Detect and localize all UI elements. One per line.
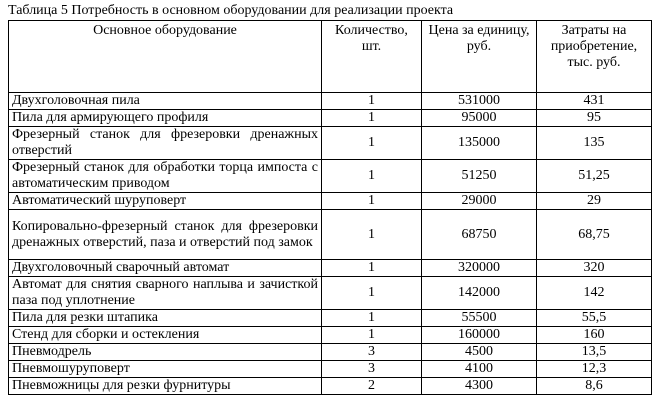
table-row xyxy=(9,344,652,361)
cell-equipment: Автоматический шуруповерт xyxy=(9,193,322,210)
table-row xyxy=(9,277,652,310)
table-row xyxy=(9,160,652,193)
table-caption: Таблица 5 Потребность в основном оборудовании для реализации проекта xyxy=(8,3,454,18)
cell-quantity: 1 xyxy=(322,260,422,277)
cell-unit-price: 68750 xyxy=(422,210,537,260)
header-quantity: Количество, шт. xyxy=(322,21,422,93)
cell-cost: 431 xyxy=(537,93,652,110)
cell-unit-price: 4100 xyxy=(422,361,537,378)
cell-quantity: 1 xyxy=(322,327,422,344)
cell-unit-price: 135000 xyxy=(422,127,537,160)
cell-unit-price: 160000 xyxy=(422,327,537,344)
cell-cost: 12,3 xyxy=(537,361,652,378)
cell-unit-price: 51250 xyxy=(422,160,537,193)
cell-equipment: Копировально-фрезерный станок для фрезеровки дренажных отверстий, паза и отверстий под замок xyxy=(9,210,322,260)
table-row xyxy=(9,110,652,127)
table-row xyxy=(9,361,652,378)
cell-equipment: Фрезерный станок для фрезеровки дренажных отверстий xyxy=(9,127,322,160)
header-cost: Затраты на приобретение, тыс. руб. xyxy=(537,21,652,93)
cell-quantity: 1 xyxy=(322,310,422,327)
equipment-table xyxy=(8,20,652,395)
header-equipment: Основное оборудование xyxy=(9,21,322,93)
header-unit-price: Цена за единицу, руб. xyxy=(422,21,537,93)
cell-quantity: 3 xyxy=(322,361,422,378)
cell-equipment: Двухголовочная пила xyxy=(9,93,322,110)
cell-equipment: Фрезерный станок для обработки торца импоста с автоматическим приводом xyxy=(9,160,322,193)
cell-equipment: Двухголовочный сварочный автомат xyxy=(9,260,322,277)
cell-quantity: 1 xyxy=(322,93,422,110)
cell-cost: 13,5 xyxy=(537,344,652,361)
cell-quantity: 1 xyxy=(322,193,422,210)
cell-cost: 51,25 xyxy=(537,160,652,193)
cell-equipment: Стенд для сборки и остекления xyxy=(9,327,322,344)
cell-unit-price: 142000 xyxy=(422,277,537,310)
cell-quantity: 1 xyxy=(322,277,422,310)
table-row xyxy=(9,378,652,395)
cell-cost: 95 xyxy=(537,110,652,127)
table-row xyxy=(9,310,652,327)
table-row xyxy=(9,327,652,344)
cell-cost: 68,75 xyxy=(537,210,652,260)
cell-quantity: 2 xyxy=(322,378,422,395)
table-row xyxy=(9,260,652,277)
header-row xyxy=(9,21,652,93)
cell-quantity: 3 xyxy=(322,344,422,361)
cell-quantity: 1 xyxy=(322,160,422,193)
table-row xyxy=(9,210,652,260)
table-row xyxy=(9,193,652,210)
cell-unit-price: 320000 xyxy=(422,260,537,277)
cell-unit-price: 4500 xyxy=(422,344,537,361)
table-row xyxy=(9,93,652,110)
cell-equipment: Пневможницы для резки фурнитуры xyxy=(9,378,322,395)
table-header xyxy=(9,21,652,93)
cell-equipment: Пила для резки штапика xyxy=(9,310,322,327)
cell-cost: 8,6 xyxy=(537,378,652,395)
cell-unit-price: 29000 xyxy=(422,193,537,210)
cell-quantity: 1 xyxy=(322,127,422,160)
cell-equipment: Пила для армирующего профиля xyxy=(9,110,322,127)
cell-cost: 135 xyxy=(537,127,652,160)
cell-unit-price: 531000 xyxy=(422,93,537,110)
cell-cost: 55,5 xyxy=(537,310,652,327)
cell-unit-price: 4300 xyxy=(422,378,537,395)
cell-cost: 29 xyxy=(537,193,652,210)
cell-cost: 320 xyxy=(537,260,652,277)
cell-quantity: 1 xyxy=(322,110,422,127)
cell-cost: 142 xyxy=(537,277,652,310)
table-body xyxy=(9,93,652,395)
cell-unit-price: 95000 xyxy=(422,110,537,127)
cell-cost: 160 xyxy=(537,327,652,344)
cell-unit-price: 55500 xyxy=(422,310,537,327)
cell-equipment: Пневмошуруповерт xyxy=(9,361,322,378)
cell-equipment: Автомат для снятия сварного наплыва и зачисткой паза под уплотнение xyxy=(9,277,322,310)
cell-quantity: 1 xyxy=(322,210,422,260)
cell-equipment: Пневмодрель xyxy=(9,344,322,361)
table-row xyxy=(9,127,652,160)
